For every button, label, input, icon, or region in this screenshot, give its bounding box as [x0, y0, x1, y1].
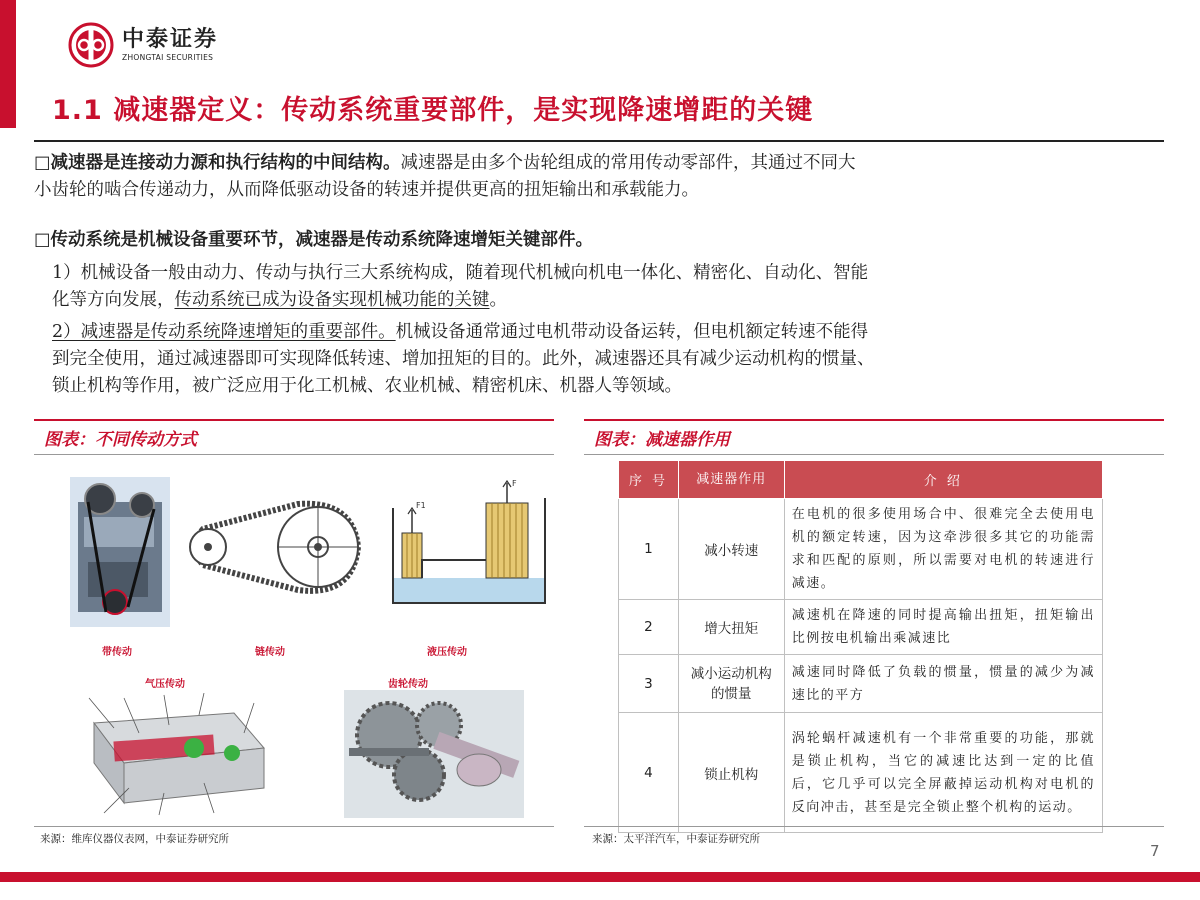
fig-left-sub-rule [34, 454, 554, 455]
row-description: 减速同时降低了负载的惯量，惯量的减少为减速比的平方 [784, 655, 1102, 713]
company-name-cn: 中泰证券 [122, 27, 219, 52]
side-accent-bar [0, 0, 16, 128]
fig-right-top-rule [584, 419, 1164, 421]
table-row [619, 600, 1103, 655]
fig-right-bottom-rule [584, 826, 1164, 827]
fig-left-source: 来源：维库仪器仪表网，中泰证券研究所 [40, 833, 229, 845]
point-2-line-1 [52, 319, 1182, 346]
row-number: 1 [619, 499, 679, 600]
reducer-function-table [618, 460, 1103, 833]
caption-gear-drive: 齿轮传动 [388, 679, 428, 690]
point-1-line-1: 1）机械设备一般由动力、传动与执行三大系统构成，随着现代机械向机电一体化、精密化、自动化、智能 [52, 263, 869, 283]
row-function: 减小转速 [678, 499, 784, 600]
point-1-end: 。 [489, 290, 507, 310]
row-number: 4 [619, 713, 679, 833]
fig-right-sub-rule [584, 454, 1164, 455]
point-1-underlined: 传动系统已成为设备实现机械功能的关键 [174, 290, 490, 310]
pneumatic-drive-diagram [84, 693, 274, 818]
table-row [619, 655, 1103, 713]
caption-chain-drive: 链传动 [255, 647, 285, 658]
company-logo [68, 22, 218, 68]
footer-bar [0, 872, 1200, 882]
table-header-no: 序 号 [619, 461, 679, 499]
page-number: 7 [1150, 842, 1160, 860]
paragraph-1-line-2: 小齿轮的啮合传递动力，从而降低驱动设备的转速并提供更高的扭矩输出和承载能力。 [34, 180, 699, 200]
fig-left-bottom-rule [34, 826, 554, 827]
chain-drive-diagram [178, 492, 378, 602]
caption-pneumatic-drive: 气压传动 [145, 679, 185, 690]
fig-left-heading: 图表：不同传动方式 [44, 430, 197, 450]
company-name-en: ZHONGTAI SECURITIES [122, 53, 214, 62]
table-row [619, 499, 1103, 600]
point-2-line-2: 到完全使用，通过减速器即可实现降低转速、增加扭矩的目的。此外，减速器还具有减少运动机构的惯量、 [52, 349, 875, 369]
table-header-intro: 介 绍 [784, 461, 1102, 499]
row-description: 涡轮蜗杆减速机有一个非常重要的功能，那就是锁止机构，当它的减速比达到一定的比值后，它几乎可以完全屏蔽掉运动机构对电机的反向冲击，甚至是完全锁止整个机构的运动。 [784, 713, 1102, 833]
fig-right-heading: 图表：减速器作用 [594, 430, 730, 450]
force-f-label: F [512, 479, 517, 488]
row-function: 增大扭矩 [678, 600, 784, 655]
caption-belt-drive: 带传动 [102, 647, 132, 658]
force-f1-label: F1 [416, 501, 426, 510]
paragraph-1-lead: □减速器是连接动力源和执行结构的中间结构。 [34, 153, 401, 173]
point-2-underlined: 2）减速器是传动系统降速增矩的重要部件。 [52, 322, 396, 342]
fig-left-top-rule [34, 419, 554, 421]
page-title: 1.1 减速器定义：传动系统重要部件，是实现降速增距的关键 [52, 95, 814, 126]
point-1-line-2 [52, 287, 1182, 314]
table-row [619, 713, 1103, 833]
row-function: 减小运动机构的惯量 [678, 655, 784, 713]
fig-right-source: 来源：太平洋汽车，中泰证券研究所 [592, 833, 760, 845]
belt-drive-photo [70, 477, 170, 627]
point-2-line-3: 锁止机构等作用，被广泛应用于化工机械、农业机械、精密机床、机器人等领域。 [52, 376, 682, 396]
row-number: 3 [619, 655, 679, 713]
title-divider [34, 140, 1164, 142]
caption-hydraulic-drive: 液压传动 [427, 647, 467, 658]
hydraulic-drive-diagram [388, 478, 550, 608]
point-1-text: 化等方向发展， [52, 290, 175, 310]
table-header-function: 减速器作用 [678, 461, 784, 499]
paragraph-1 [34, 150, 1164, 177]
paragraph-1-text: 减速器是由多个齿轮组成的常用传动零部件，其通过不同大 [400, 153, 856, 173]
gear-drive-photo [344, 690, 524, 818]
point-2-text: 机械设备通常通过电机带动设备运转，但电机额定转速不能得 [395, 322, 869, 342]
zhongtai-logo-icon [68, 22, 114, 68]
row-number: 2 [619, 600, 679, 655]
row-function: 锁止机构 [678, 713, 784, 833]
row-description: 在电机的很多使用场合中、很难完全去使用电机的额定转速，因为这牵涉很多其它的功能需求和匹配的原则，所以需要对电机的转速进行减速。 [784, 499, 1102, 600]
row-description: 减速机在降速的同时提高输出扭矩，扭矩输出比例按电机输出乘减速比 [784, 600, 1102, 655]
paragraph-2-lead: □传动系统是机械设备重要环节，减速器是传动系统降速增矩关键部件。 [34, 230, 594, 250]
